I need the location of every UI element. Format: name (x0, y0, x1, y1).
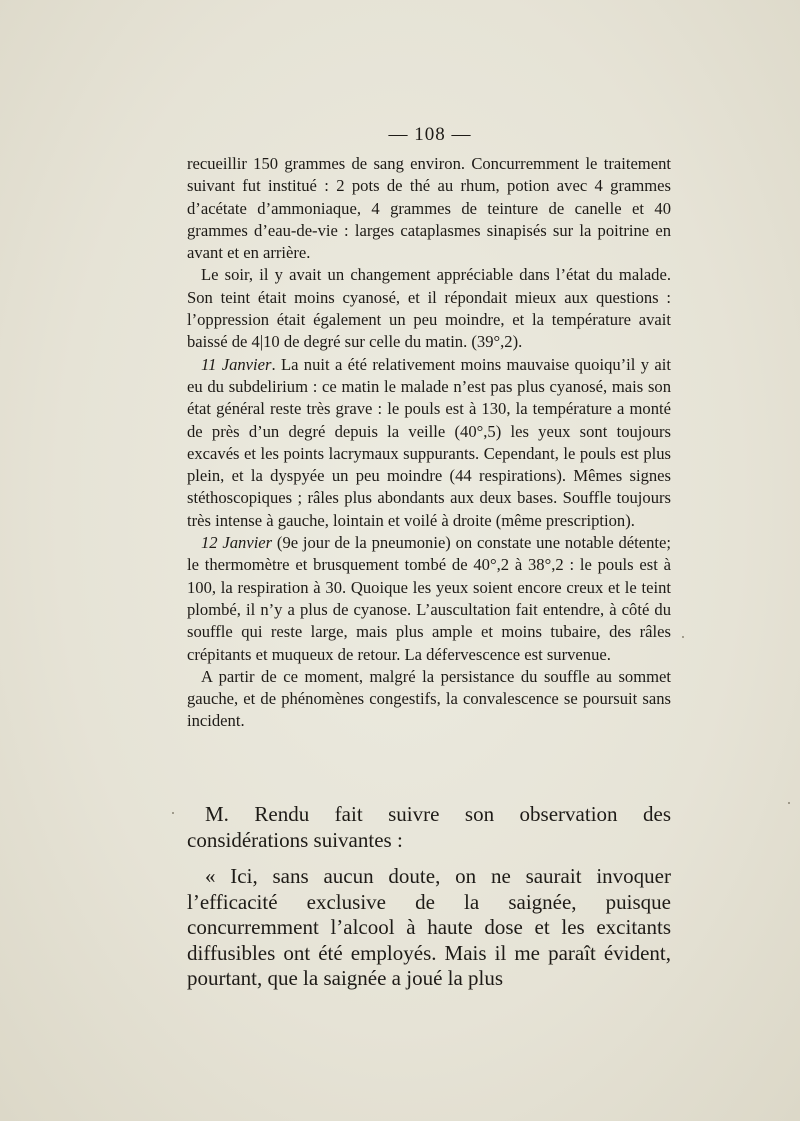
commentary-intro: M. Rendu fait suivre son observation des considérations suivantes : (187, 802, 671, 852)
observation-paragraph-1: recueillir 150 grammes de sang environ. Concurremment le traitement suivant fut institué : 2 pots de thé au rhum, potion avec 4 grammes d’acétate d’ammoniaque, 4 grammes de teinture de canelle et 40 grammes d’eau-de-vie : larges cataplasmes sinapisés sur la poitrine en avant et en arrière. (187, 154, 671, 263)
paper-speck (682, 636, 684, 638)
observation-text (187, 153, 671, 733)
date-11-janvier: 11 Janvier (201, 354, 272, 374)
date-12-janvier: 12 Janvier (201, 533, 273, 553)
page-number: — 108 — (388, 124, 472, 145)
paper-speck (172, 812, 174, 814)
commentary-quote-block (187, 864, 671, 992)
observation-paragraph-4-text: (9e jour de la pneumonie) on constate une notable détente; le thermomètre et brusquement tombé de 40°,2 à 38°,2 : le pouls est à 100, la respiration à 30. Quoique les yeux soient encore creux et le teint plombé, il n’y a plus de cyanose. L’auscultation fait entendre, à côté du souffle qui reste large, mais plus ample et moins tubaire, des râles crépitants et muqueux de retour. La défervescence est survenue. (187, 533, 671, 664)
commentary-quote: « Ici, sans aucun doute, on ne saurait invoquer l’efficacité exclusive de la saignée, puisque concurremment l’alcool à haute dose et les excitants diffusibles ont été employés. Mais il me paraît évident, pourtant, que la saignée a joué la plus (187, 864, 671, 990)
observation-paragraph-5: A partir de ce moment, malgré la persistance du souffle au sommet gauche, et de phénomènes congestifs, la convalescence se poursuit sans incident. (187, 666, 671, 731)
observation-paragraph-3-text: . La nuit a été relativement moins mauvaise quoiqu’il y ait eu du subdelirium : ce matin le malade n’est pas plus cyanosé, mais son état général reste très grave : le pouls est à 130, la température a monté de près d’un degré depuis la veille (40°,5) les yeux sont toujours excavés et les points lacrymaux suppurants. Cependant, le pouls est plus plein, et la dyspyée un peu moindre (44 respirations). Mêmes signes stéthoscopiques ; râles plus abondants aux deux bases. Souffle toujours très intense à gauche, lointain et voilé à droite (même prescription). (187, 354, 671, 530)
commentary-intro-block (187, 801, 671, 853)
observation-paragraph-3 (187, 354, 671, 532)
observation-paragraph-4 (187, 532, 671, 666)
paper-speck (788, 802, 790, 804)
observation-paragraph-2: Le soir, il y avait un changement appréciable dans l’état du malade. Son teint était moins cyanosé, et il répondait mieux aux questions : l’oppression était également un peu moindre, et la température avait baissé de 4|10 de degré sur celle du matin. (39°,2). (187, 265, 671, 352)
